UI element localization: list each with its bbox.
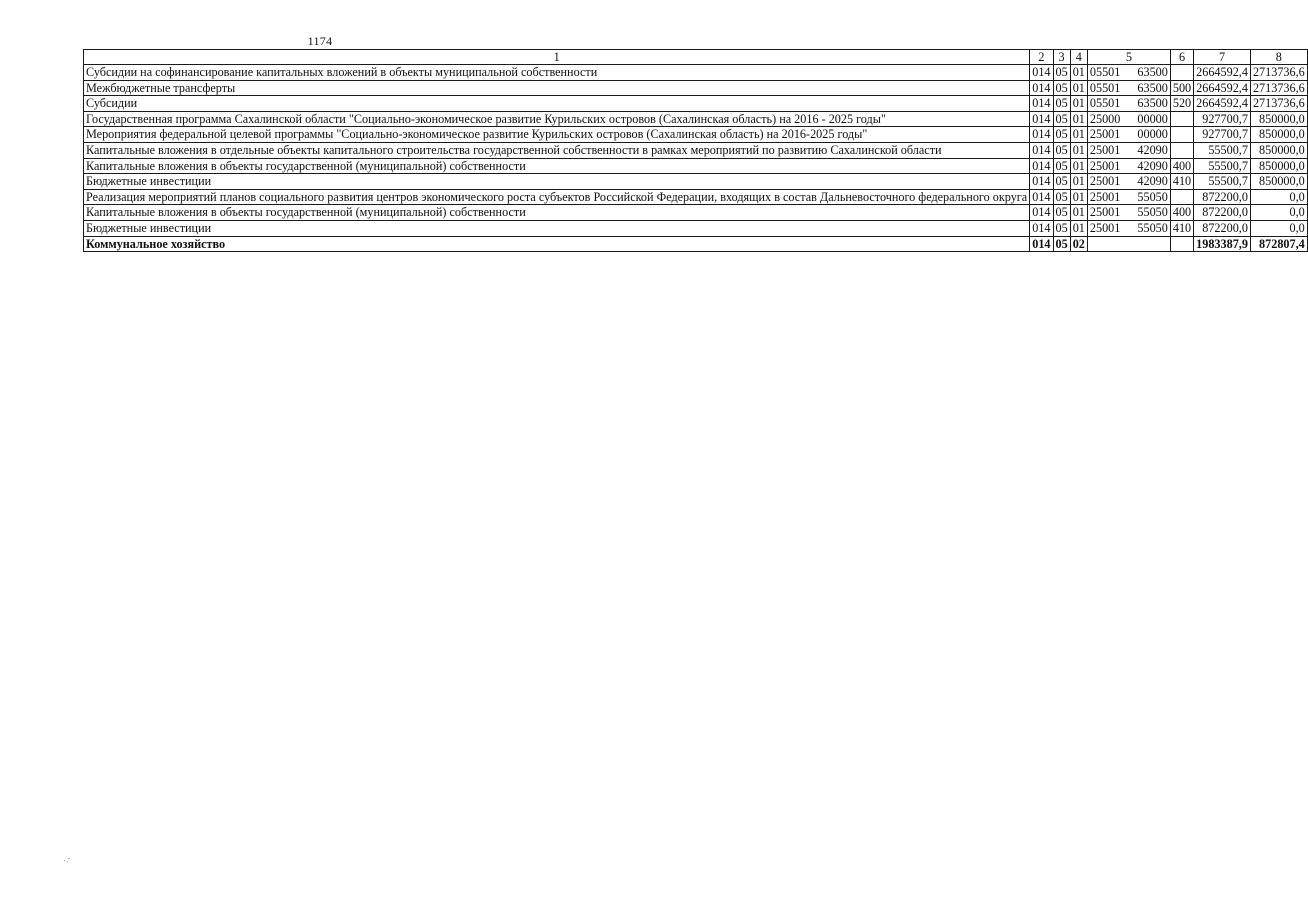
amount-2025: 927700,7 xyxy=(1194,127,1251,143)
amount-2025: 1983387,9 xyxy=(1194,236,1251,252)
table-body xyxy=(84,65,1308,252)
section-code: 05 xyxy=(1053,142,1070,158)
amount-2025: 55500,7 xyxy=(1194,158,1251,174)
ministry-code: 014 xyxy=(1030,80,1053,96)
row-name: Межбюджетные трансферты xyxy=(84,80,1030,96)
subsection-code: 01 xyxy=(1070,65,1087,81)
amount-2025: 872200,0 xyxy=(1194,220,1251,236)
column-header: 6 xyxy=(1170,50,1193,65)
expense-type xyxy=(1170,127,1193,143)
table-row xyxy=(84,189,1308,205)
expense-type: 520 xyxy=(1170,96,1193,112)
amount-2026: 850000,0 xyxy=(1250,142,1307,158)
subsection-code: 01 xyxy=(1070,205,1087,221)
amount-2025: 55500,7 xyxy=(1194,142,1251,158)
target-article: 25001 42090 xyxy=(1087,142,1170,158)
row-name: Капитальные вложения в объекты государственной (муниципальной) собственности xyxy=(84,158,1030,174)
column-header: 2 xyxy=(1030,50,1053,65)
expense-type: 400 xyxy=(1170,158,1193,174)
row-name: Коммунальное хозяйство xyxy=(84,236,1030,252)
table-row xyxy=(84,127,1308,143)
column-header: 5 xyxy=(1087,50,1170,65)
expense-type xyxy=(1170,189,1193,205)
ministry-code: 014 xyxy=(1030,205,1053,221)
section-code: 05 xyxy=(1053,127,1070,143)
target-article: 25001 55050 xyxy=(1087,205,1170,221)
ministry-code: 014 xyxy=(1030,158,1053,174)
subsection-code: 02 xyxy=(1070,236,1087,252)
table-row xyxy=(84,220,1308,236)
row-name: Капитальные вложения в объекты государственной (муниципальной) собственности xyxy=(84,205,1030,221)
subsection-code: 01 xyxy=(1070,220,1087,236)
subsection-code: 01 xyxy=(1070,158,1087,174)
column-header-row xyxy=(84,50,1308,65)
amount-2025: 872200,0 xyxy=(1194,189,1251,205)
amount-2026: 850000,0 xyxy=(1250,111,1307,127)
section-code: 05 xyxy=(1053,174,1070,190)
expense-type xyxy=(1170,111,1193,127)
amount-2026: 0,0 xyxy=(1250,189,1307,205)
amount-2025: 2664592,4 xyxy=(1194,65,1251,81)
column-header: 4 xyxy=(1070,50,1087,65)
ministry-code: 014 xyxy=(1030,111,1053,127)
section-code: 05 xyxy=(1053,96,1070,112)
target-article xyxy=(1087,236,1170,252)
target-article: 25001 00000 xyxy=(1087,127,1170,143)
subsection-code: 01 xyxy=(1070,111,1087,127)
row-name: Субсидии на софинансирование капитальных вложений в объекты муниципальной собственности xyxy=(84,65,1030,81)
table-row xyxy=(84,174,1308,190)
amount-2026: 850000,0 xyxy=(1250,174,1307,190)
section-code: 05 xyxy=(1053,111,1070,127)
page-number: 1174 xyxy=(307,34,333,48)
expense-type: 400 xyxy=(1170,205,1193,221)
target-article: 05501 63500 xyxy=(1087,65,1170,81)
amount-2026: 2713736,6 xyxy=(1250,65,1307,81)
table-row xyxy=(84,142,1308,158)
target-article: 25001 55050 xyxy=(1087,220,1170,236)
row-name: Капитальные вложения в отдельные объекты капитального строительства государственной собственности в рамках мероприятий по развитию Сахалинской области xyxy=(84,142,1030,158)
subsection-code: 01 xyxy=(1070,189,1087,205)
amount-2026: 0,0 xyxy=(1250,205,1307,221)
target-article: 25001 42090 xyxy=(1087,174,1170,190)
column-header: 3 xyxy=(1053,50,1070,65)
ministry-code: 014 xyxy=(1030,65,1053,81)
section-code: 05 xyxy=(1053,158,1070,174)
ministry-code: 014 xyxy=(1030,220,1053,236)
column-header: 7 xyxy=(1194,50,1251,65)
subsection-code: 01 xyxy=(1070,174,1087,190)
amount-2025: 2664592,4 xyxy=(1194,96,1251,112)
expense-type xyxy=(1170,65,1193,81)
amount-2025: 55500,7 xyxy=(1194,174,1251,190)
row-name: Реализация мероприятий планов социального развития центров экономического роста субъектов Российской Федерации, входящих в состав Дальневосточного федерального округа xyxy=(84,189,1030,205)
ministry-code: 014 xyxy=(1030,127,1053,143)
row-name: Бюджетные инвестиции xyxy=(84,220,1030,236)
table-row xyxy=(84,65,1308,81)
section-code: 05 xyxy=(1053,65,1070,81)
subsection-code: 01 xyxy=(1070,96,1087,112)
scan-mark: ·.· xyxy=(60,853,73,866)
row-name: Субсидии xyxy=(84,96,1030,112)
expense-type: 410 xyxy=(1170,174,1193,190)
section-code: 05 xyxy=(1053,189,1070,205)
amount-2026: 872807,4 xyxy=(1250,236,1307,252)
amount-2025: 2664592,4 xyxy=(1194,80,1251,96)
expense-type xyxy=(1170,142,1193,158)
table-row xyxy=(84,80,1308,96)
table-row xyxy=(84,111,1308,127)
column-header: 8 xyxy=(1250,50,1307,65)
subsection-code: 01 xyxy=(1070,142,1087,158)
target-article: 05501 63500 xyxy=(1087,96,1170,112)
table-row xyxy=(84,236,1308,252)
budget-table xyxy=(83,49,1308,252)
subsection-code: 01 xyxy=(1070,127,1087,143)
expense-type: 500 xyxy=(1170,80,1193,96)
table-row xyxy=(84,158,1308,174)
amount-2026: 2713736,6 xyxy=(1250,80,1307,96)
amount-2025: 872200,0 xyxy=(1194,205,1251,221)
row-name: Бюджетные инвестиции xyxy=(84,174,1030,190)
target-article: 25000 00000 xyxy=(1087,111,1170,127)
section-code: 05 xyxy=(1053,205,1070,221)
amount-2026: 850000,0 xyxy=(1250,158,1307,174)
ministry-code: 014 xyxy=(1030,189,1053,205)
amount-2026: 0,0 xyxy=(1250,220,1307,236)
table-row xyxy=(84,96,1308,112)
column-header: 1 xyxy=(84,50,1030,65)
table-row xyxy=(84,205,1308,221)
ministry-code: 014 xyxy=(1030,174,1053,190)
expense-type xyxy=(1170,236,1193,252)
section-code: 05 xyxy=(1053,236,1070,252)
amount-2026: 2713736,6 xyxy=(1250,96,1307,112)
target-article: 25001 55050 xyxy=(1087,189,1170,205)
section-code: 05 xyxy=(1053,220,1070,236)
expense-type: 410 xyxy=(1170,220,1193,236)
section-code: 05 xyxy=(1053,80,1070,96)
row-name: Государственная программа Сахалинской области "Социально-экономическое развитие Курильских островов (Сахалинская область) на 2016 - 2025 годы" xyxy=(84,111,1030,127)
amount-2026: 850000,0 xyxy=(1250,127,1307,143)
ministry-code: 014 xyxy=(1030,96,1053,112)
subsection-code: 01 xyxy=(1070,80,1087,96)
ministry-code: 014 xyxy=(1030,236,1053,252)
target-article: 05501 63500 xyxy=(1087,80,1170,96)
row-name: Мероприятия федеральной целевой программы "Социально-экономическое развитие Курильских островов (Сахалинская область) на 2016-2025 годы" xyxy=(84,127,1030,143)
ministry-code: 014 xyxy=(1030,142,1053,158)
target-article: 25001 42090 xyxy=(1087,158,1170,174)
amount-2025: 927700,7 xyxy=(1194,111,1251,127)
